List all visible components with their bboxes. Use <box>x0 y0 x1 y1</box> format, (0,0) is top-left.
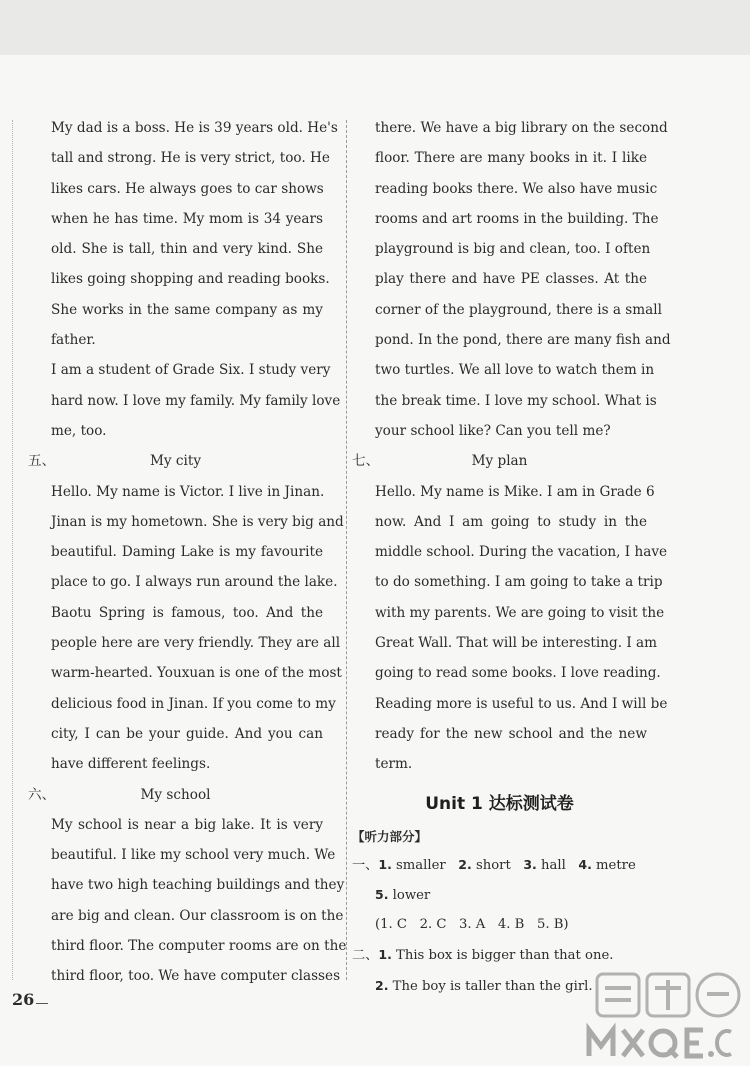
text-line: play there and have PE classes. At the <box>375 271 647 288</box>
answer-text: metre <box>596 857 636 873</box>
text-line: Great Wall. That will be interesting. I am <box>375 635 658 652</box>
question-number: 1. <box>378 856 392 872</box>
part-number: 二、 <box>352 948 379 964</box>
text-line: middle school. During the vacation, I have <box>375 544 668 561</box>
text-line: Hello. My name is Victor. I live in Jinan. <box>51 483 325 500</box>
text-line: the break time. I love my school. What is <box>375 392 657 409</box>
text-line: have different feelings. <box>51 756 211 773</box>
answer-text: This box is bigger than that one. <box>396 948 614 964</box>
text-line: your school like? Can you tell me? <box>375 422 611 439</box>
page-number-dash <box>36 1003 48 1004</box>
answer-row <box>352 880 647 910</box>
text-line: rooms and art rooms in the building. The <box>375 210 659 227</box>
text-line: I am a student of Grade Six. I study very <box>51 362 331 379</box>
answer-text: lower <box>392 887 431 903</box>
text-line: now. And I am going to study in the <box>375 513 647 530</box>
answer-text: short <box>475 857 511 873</box>
text-line: pond. In the pond, there are many fish and <box>375 332 671 349</box>
text-line: Reading more is useful to us. And I will be <box>375 695 668 712</box>
answer-text: (1. C 2. C 3. A 4. B 5. B) <box>375 917 569 933</box>
text-line: two turtles. We all love to watch them in <box>375 362 655 379</box>
text-line: father. <box>51 332 96 349</box>
question-number: 2. <box>458 856 472 872</box>
my-school-paragraph <box>28 810 347 992</box>
text-line: to do something. I am going to take a trip <box>375 574 663 591</box>
text-line: place to go. I always run around the lake. <box>51 574 338 591</box>
answer-text: The boy is taller than the girl. <box>392 978 593 994</box>
part-number: 一、 <box>352 857 379 873</box>
my-school-continued <box>352 113 671 446</box>
text-line: tall and strong. He is very strict, too. He <box>51 150 330 167</box>
section-heading-my-city <box>28 446 323 476</box>
column-divider <box>346 120 347 980</box>
text-line: My school is near a big lake. It is very <box>51 816 323 833</box>
question-number: 1. <box>378 947 392 963</box>
text-line: warm-hearted. Youxuan is one of the most <box>51 665 342 682</box>
text-line: likes cars. He always goes to car shows <box>51 180 324 197</box>
section-title: My school <box>140 786 211 803</box>
listening-section-label: 【听力部分】 <box>352 828 428 844</box>
text-line: when he has time. My mom is 34 years <box>51 210 323 227</box>
section-number: 六、 <box>28 786 56 803</box>
text-line: city, I can be your guide. And you can <box>51 725 323 742</box>
section-heading-my-plan <box>352 446 647 476</box>
text-line: Baotu Spring is famous, too. And the <box>51 604 323 621</box>
text-line: floor. There are many books in it. I like <box>375 150 647 167</box>
my-plan-paragraph <box>352 477 668 780</box>
text-line: ready for the new school and the new <box>375 725 647 742</box>
text-line: me, too. <box>51 422 107 439</box>
section-number: 五、 <box>28 453 56 470</box>
answer-text: hall <box>541 857 566 873</box>
answer-text: smaller <box>396 857 446 873</box>
text-line: playground is big and clean, too. I often <box>375 241 651 258</box>
section-title: My plan <box>471 453 528 470</box>
left-column <box>28 113 347 992</box>
section-title: My city <box>149 453 202 470</box>
section-number: 七、 <box>352 453 380 470</box>
page-number: 26 <box>12 990 35 1009</box>
question-number: 5. <box>375 886 389 902</box>
left-margin-line <box>12 120 13 980</box>
text-line: there. We have a big library on the second <box>375 120 668 136</box>
right-column <box>352 113 671 1001</box>
text-line: She works in the same company as my <box>51 301 323 318</box>
unit-test-title: Unit 1 达标测试卷 <box>425 793 574 814</box>
text-line: third floor. The computer rooms are on the <box>51 938 347 955</box>
question-number: 2. <box>375 977 389 993</box>
text-line: are big and clean. Our classroom is on the <box>51 907 344 924</box>
text-line: with my parents. We are going to visit the <box>375 604 665 621</box>
text-line: Hello. My name is Mike. I am in Grade 6 <box>375 483 655 500</box>
text-line: delicious food in Jinan. If you come to my <box>51 695 336 712</box>
my-city-paragraph <box>28 477 344 780</box>
text-line: hard now. I love my family. My family love <box>51 392 341 409</box>
text-line: old. She is tall, thin and very kind. She <box>51 241 323 258</box>
question-number: 3. <box>523 856 537 872</box>
text-line: people here are very friendly. They are all <box>51 635 341 652</box>
answer-row <box>352 940 647 970</box>
text-line: going to read some books. I love reading. <box>375 665 661 682</box>
text-line: have two high teaching buildings and they <box>51 877 345 894</box>
question-number: 4. <box>578 856 592 872</box>
text-line: corner of the playground, there is a small <box>375 301 662 318</box>
text-line: third floor, too. We have computer classes <box>51 968 341 985</box>
text-line: term. <box>375 756 413 773</box>
section-heading-my-school <box>28 780 323 810</box>
text-line: beautiful. I like my school very much. We <box>51 847 336 864</box>
text-line: My dad is a boss. He is 39 years old. He's <box>51 120 338 136</box>
text-line: Jinan is my hometown. She is very big and <box>51 513 344 530</box>
answer-row <box>352 910 647 940</box>
answer-row <box>352 850 647 880</box>
watermark-logo <box>585 968 745 1063</box>
text-line: reading books there. We also have music <box>375 180 658 197</box>
family-paragraph <box>28 113 341 446</box>
text-line: beautiful. Daming Lake is my favourite <box>51 544 323 561</box>
text-line: likes going shopping and reading books. <box>51 271 330 288</box>
